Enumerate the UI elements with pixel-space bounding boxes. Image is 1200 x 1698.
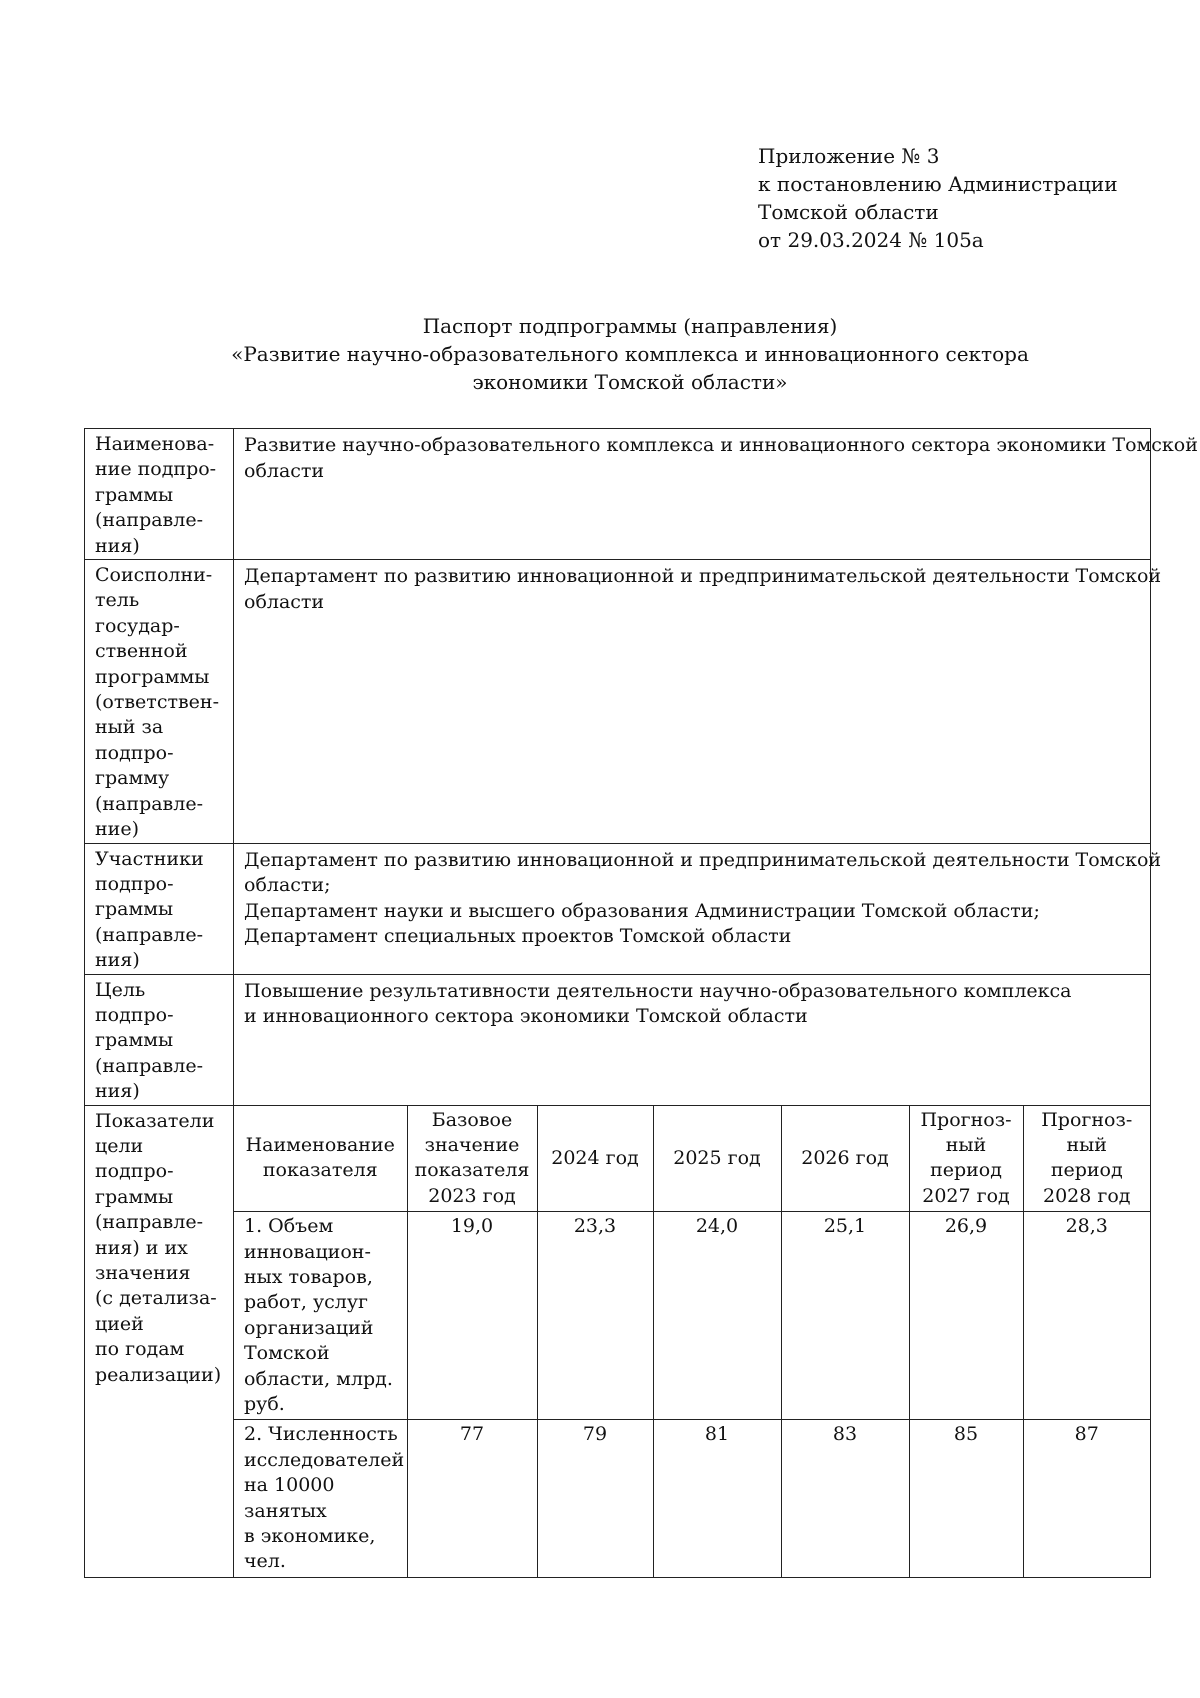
page-title — [130, 312, 1130, 396]
indicator-2-2026: 83 — [781, 1420, 909, 1577]
indicator-2-name: 2. Численность исследователей на 10000 занятых в экономике, чел. — [234, 1420, 407, 1577]
header-base-value: Базовое значение показателя 2023 год — [407, 1106, 537, 1212]
row-subprogram-name — [85, 429, 1151, 560]
header-2027: Прогноз- ный период 2027 год — [909, 1106, 1023, 1212]
header-2025: 2025 год — [653, 1106, 781, 1212]
value-coexecutor: Департамент по развитию инновационной и предпринимательской деятельности Томской области — [234, 560, 1151, 843]
table-row — [234, 1420, 1150, 1577]
row-participants — [85, 843, 1151, 974]
passport-table — [84, 428, 1198, 1578]
row-goal — [85, 974, 1151, 1105]
title-line-2: «Развитие научно-образовательного комплекса и инновационного сектора — [231, 342, 1029, 366]
appendix-date: от 29.03.2024 № 105а — [758, 228, 984, 252]
appendix-number: Приложение № 3 — [758, 144, 940, 168]
table-row — [234, 1212, 1150, 1420]
label-goal: Цель подпро- граммы (направле- ния) — [85, 974, 234, 1105]
label-coexecutor: Соисполни- тель государ- ственной программы (ответствен- ный за подпро- грамму (направле- ние) — [85, 560, 234, 843]
indicator-2-2027: 85 — [909, 1420, 1023, 1577]
row-indicators — [85, 1105, 1151, 1577]
indicator-1-2026: 25,1 — [781, 1212, 909, 1420]
indicators-cell — [234, 1105, 1151, 1577]
header-2026: 2026 год — [781, 1106, 909, 1212]
value-subprogram-name: Развитие научно-образовательного комплекса и инновационного сектора экономики Томской области — [234, 429, 1151, 560]
indicator-2-2025: 81 — [653, 1420, 781, 1577]
value-goal: Повышение результативности деятельности научно-образовательного комплекса и инновационного сектора экономики Томской области — [234, 974, 1151, 1105]
indicators-header-row — [234, 1106, 1150, 1212]
indicator-1-2025: 24,0 — [653, 1212, 781, 1420]
row-coexecutor — [85, 560, 1151, 843]
indicators-table — [234, 1106, 1150, 1577]
title-line-3: экономики Томской области» — [472, 370, 788, 394]
indicator-1-2024: 23,3 — [537, 1212, 653, 1420]
label-indicators: Показатели цели подпро- граммы (направле- ния) и их значения (с детализа- цией по годам реализации) — [85, 1105, 234, 1577]
indicator-2-base: 77 — [407, 1420, 537, 1577]
indicator-1-2028: 28,3 — [1023, 1212, 1150, 1420]
indicator-1-base: 19,0 — [407, 1212, 537, 1420]
header-2028: Прогноз- ный период 2028 год — [1023, 1106, 1150, 1212]
indicator-1-2027: 26,9 — [909, 1212, 1023, 1420]
indicator-1-name: 1. Объем инновацион- ных товаров, работ, услуг организаций Томской области, млрд. руб. — [234, 1212, 407, 1420]
header-indicator-name: Наименование показателя — [234, 1106, 407, 1212]
value-participants: Департамент по развитию инновационной и предпринимательской деятельности Томской области; Департамент науки и высшего образования Администрации Томской области; Департамент специальных проектов Томской области — [234, 843, 1151, 974]
appendix-decree: к постановлению Администрации — [758, 172, 1118, 196]
appendix-header — [758, 142, 1118, 254]
label-subprogram-name: Наименова- ние подпро- граммы (направле- ния) — [85, 429, 234, 560]
indicator-2-2028: 87 — [1023, 1420, 1150, 1577]
appendix-region: Томской области — [758, 200, 939, 224]
title-line-1: Паспорт подпрограммы (направления) — [422, 314, 838, 338]
header-2024: 2024 год — [537, 1106, 653, 1212]
label-participants: Участники подпро- граммы (направле- ния) — [85, 843, 234, 974]
indicator-2-2024: 79 — [537, 1420, 653, 1577]
